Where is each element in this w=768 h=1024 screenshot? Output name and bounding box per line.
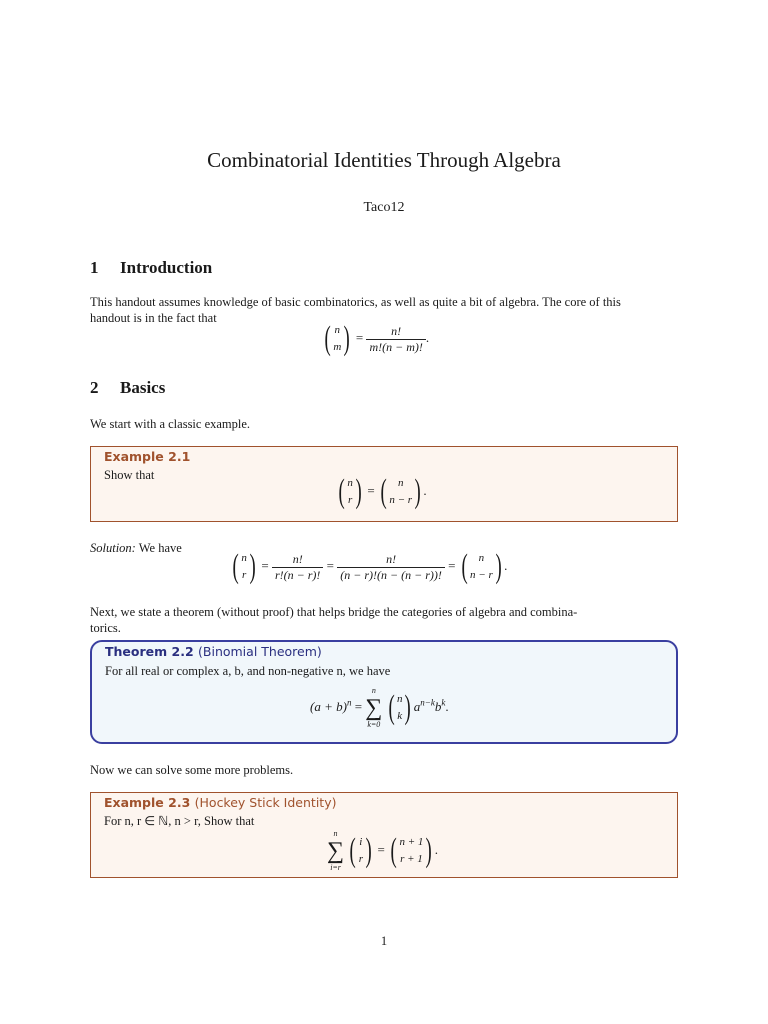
example-name: (Hockey Stick Identity) — [194, 795, 337, 810]
next-paragraph — [90, 604, 680, 636]
next-line-2: torics. — [90, 621, 121, 635]
equation-solution-chain: ( n r ) = $\frac{n!}{r!(n - r)!}$ = $\frac{n!}{(n - r)!(n - (n - r))!}$ = ( n n − r ) . — [232, 548, 508, 585]
equation-hockey-stick: n ∑ i=r ( i r ) = ( n + 1 r + 1 ) . — [327, 829, 438, 872]
section-number: 2 — [90, 378, 99, 397]
theorem-statement: For all real or complex a, b, and non-negative n, we have — [105, 664, 391, 678]
theorem-box-2-2 — [90, 640, 678, 744]
solution-intro — [90, 540, 182, 556]
page-number: 1 — [380, 934, 388, 948]
now-text: Now we can solve some more problems. — [90, 763, 294, 777]
theorem-heading — [105, 644, 322, 659]
intro-line-1: This handout assumes knowledge of basic combinatorics, as well as quite a bit of algebra. The core of this — [90, 295, 621, 309]
example-heading: Example 2.1 — [104, 449, 191, 464]
equation-symmetry: ( n r ) = ( n n − r ) . — [338, 473, 427, 510]
theorem-number: Theorem 2.2 — [105, 644, 194, 659]
example-statement: Show that — [104, 468, 155, 482]
section-number: 1 — [90, 258, 99, 277]
example-number: Example 2.3 — [104, 795, 191, 810]
section-title: Introduction — [120, 258, 213, 277]
section-title: Basics — [120, 378, 166, 397]
intro-line-2: handout is in the fact that — [90, 311, 217, 325]
section-heading-introduction — [90, 258, 212, 278]
next-line-1: Next, we state a theorem (without proof) that helps bridge the categories of algebra and combina- — [90, 605, 578, 619]
section-heading-basics — [90, 378, 165, 398]
solution-text: We have — [138, 541, 182, 555]
example-statement: For n, r ∈ ℕ, n > r, Show that — [104, 814, 255, 828]
example-heading — [104, 795, 336, 810]
document-author: Taco12 — [363, 200, 405, 215]
document-title: Combinatorial Identities Through Algebra — [207, 148, 561, 172]
solution-label: Solution: — [90, 541, 136, 555]
equation-binomial-definition: ( n m ) = $\frac{n!}{m!(n - m)!}$ . — [324, 320, 430, 357]
theorem-name: (Binomial Theorem) — [198, 644, 322, 659]
basics-lead: We start with a classic example. — [90, 417, 251, 431]
example-box-2-1 — [90, 446, 678, 522]
example-box-2-3 — [90, 792, 678, 878]
equation-binomial-theorem: $(a + b)^n$ = n ∑ k=0 ( n k ) $a^{n-k}b^k$. — [310, 686, 449, 729]
